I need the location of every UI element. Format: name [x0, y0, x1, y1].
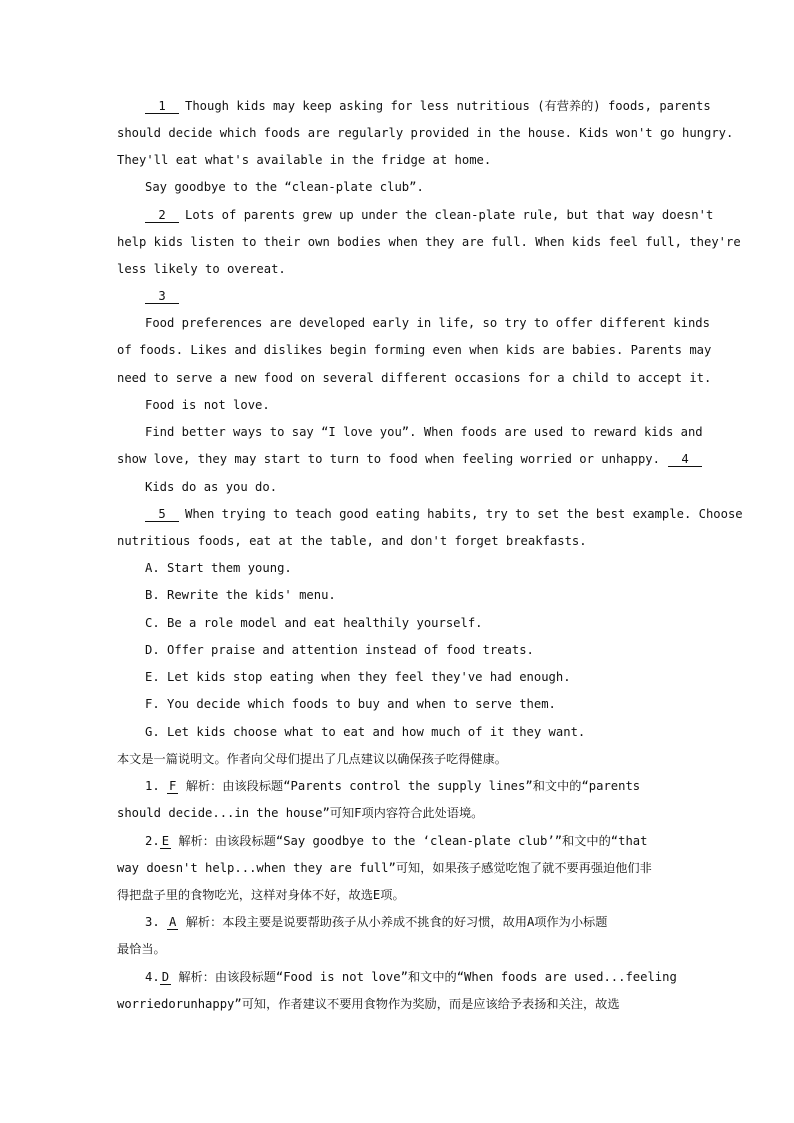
passage-p2-line3: less likely to overeat. — [117, 262, 286, 276]
passage-p3-line3: need to serve a new food on several different occasions for a child to accept it. — [117, 371, 712, 385]
answer-letter: D — [161, 970, 170, 984]
answer-2-line1 — [145, 833, 647, 849]
answer-number: 3. — [145, 915, 160, 929]
section-heading-food-not-love: Food is not love. — [145, 398, 270, 412]
explanation-intro: 本文是一篇说明文。作者向父母们提出了几点建议以确保孩子吃得健康。 — [117, 752, 507, 766]
passage-p5-line2: nutritious foods, eat at the table, and don't forget breakfasts. — [117, 534, 587, 548]
answer-1-line2: should decide...in the house”可知F项内容符合此处语境。 — [117, 806, 484, 820]
answer-text: 解析：由该段标题“Parents control the supply lines”和文中的“parents — [185, 779, 641, 793]
answer-number: 1. — [145, 779, 160, 793]
answer-letter: F — [169, 779, 177, 793]
option-e: E. Let kids stop eating when they feel they've had enough. — [145, 670, 571, 684]
passage-p4-line2 — [117, 451, 702, 467]
option-f: F. You decide which foods to buy and when to serve them. — [145, 697, 556, 711]
blank-3: 3 — [145, 290, 179, 304]
answer-text: 解析：本段主要是说要帮助孩子从小养成不挑食的好习惯，故用A项作为小标题 — [185, 915, 608, 929]
passage-text: Though kids may keep asking for less nutritious (有营养的) foods, parents — [185, 99, 711, 113]
answer-3-line1 — [145, 914, 607, 930]
passage-p1-line3: They'll eat what's available in the fridge at home. — [117, 153, 492, 167]
passage-p1-line2: should decide which foods are regularly provided in the house. Kids won't go hungry. — [117, 126, 734, 140]
section-heading-clean-plate: Say goodbye to the “clean-plate club”. — [145, 180, 424, 194]
answer-text: 解析：由该段标题“Say goodbye to the ‘clean-plate club’”和文中的“that — [178, 834, 648, 848]
passage-p3-line1: Food preferences are developed early in life, so try to offer different kinds — [145, 316, 710, 330]
passage-text: show love, they may start to turn to food when feeling worried or unhappy. — [117, 452, 660, 466]
answer-1-line1 — [145, 778, 640, 794]
option-d: D. Offer praise and attention instead of food treats. — [145, 643, 534, 657]
option-a: A. Start them young. — [145, 561, 292, 575]
option-c: C. Be a role model and eat healthily yourself. — [145, 616, 483, 630]
answer-4-line2: worriedorunhappy”可知，作者建议不要用食物作为奖励，而是应该给予表扬和关注，故选 — [117, 997, 620, 1011]
passage-p2-line2: help kids listen to their own bodies when they are full. When kids feel full, they're — [117, 235, 741, 249]
answer-2-line2: way doesn't help...when they are full”可知，如果孩子感觉吃饱了就不要再强迫他们非 — [117, 861, 652, 875]
passage-p3-line2: of foods. Likes and dislikes begin forming even when kids are babies. Parents may — [117, 343, 712, 357]
answer-letter: A — [169, 915, 177, 929]
passage-p1-line1 — [145, 98, 711, 114]
blank-5: 5 — [145, 508, 179, 522]
blank-4: 4 — [668, 453, 702, 467]
passage-p4-line1: Find better ways to say “I love you”. When foods are used to reward kids and — [145, 425, 703, 439]
passage-text: When trying to teach good eating habits, try to set the best example. Choose — [185, 507, 743, 521]
section-heading-kids-do: Kids do as you do. — [145, 480, 278, 494]
answer-3-line2: 最恰当。 — [117, 942, 166, 956]
passage-text: Lots of parents grew up under the clean-plate rule, but that way doesn't — [185, 208, 714, 222]
blank-2: 2 — [145, 209, 179, 223]
option-b: B. Rewrite the kids' menu. — [145, 588, 336, 602]
answer-letter: E — [161, 834, 170, 848]
blank-3-heading — [145, 288, 185, 304]
blank-1: 1 — [145, 100, 179, 114]
passage-p2-line1 — [145, 207, 713, 223]
answer-text: 解析：由该段标题“Food is not love”和文中的“When foods are used...feeling — [178, 970, 677, 984]
answer-number: 2. — [145, 834, 160, 848]
answer-2-line3: 得把盘子里的食物吃光，这样对身体不好，故选E项。 — [117, 888, 405, 902]
option-g: G. Let kids choose what to eat and how much of it they want. — [145, 725, 586, 739]
answer-4-line1 — [145, 969, 677, 985]
answer-number: 4. — [145, 970, 160, 984]
passage-p5-line1 — [145, 506, 743, 522]
